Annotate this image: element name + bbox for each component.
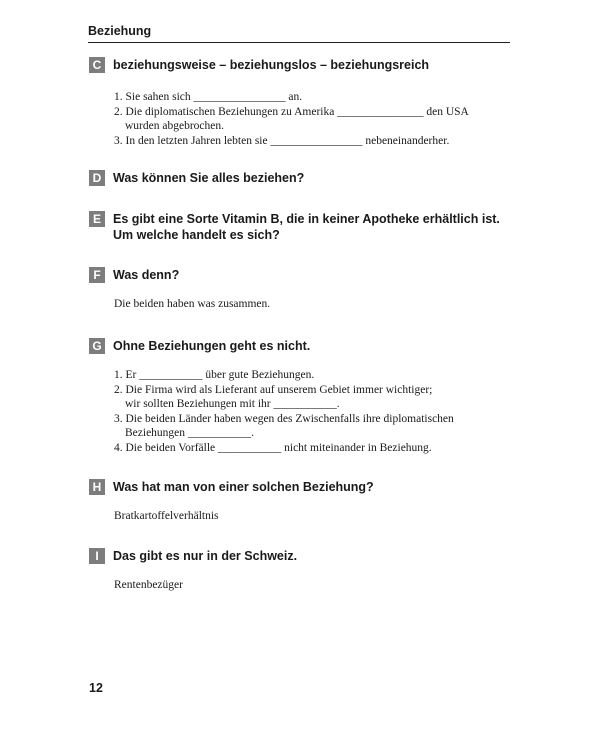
exercise-line: 1. Er ___________ über gute Beziehungen. (114, 369, 315, 381)
section-e-heading (89, 211, 519, 243)
section-d-heading (89, 170, 519, 186)
section-g (89, 338, 519, 456)
page-number: 12 (89, 681, 103, 695)
section-i-badge: I (89, 548, 105, 564)
section-g-heading (89, 338, 519, 354)
section-e-title-line: Es gibt eine Sorte Vitamin B, die in keiner Apotheke erhältlich ist. (113, 212, 500, 226)
exercise-line: 3. In den letzten Jahren lebten sie ________________ nebeneinanderher. (114, 134, 450, 147)
exercise-line: 4. Die beiden Vorfälle ___________ nicht miteinander in Beziehung. (114, 441, 432, 454)
section-d (89, 170, 519, 186)
section-i (89, 548, 519, 593)
section-c-heading (89, 57, 519, 73)
section-g-exercises (114, 368, 519, 456)
section-h (89, 479, 519, 524)
exercise-line: 2. Die Firma wird als Lieferant auf unserem Gebiet immer wichtiger; (114, 383, 433, 396)
section-i-heading (89, 548, 519, 564)
section-h-heading (89, 479, 519, 495)
section-h-badge: H (89, 479, 105, 495)
page-title: Beziehung (88, 24, 152, 38)
answer-text: Rentenbezüger (114, 579, 183, 591)
section-f-badge: F (89, 267, 105, 283)
section-g-badge: G (89, 338, 105, 354)
section-h-title: Was hat man von einer solchen Beziehung? (113, 480, 374, 494)
section-e-title-line: Um welche handelt es sich? (113, 228, 280, 242)
exercise-line: wir sollten Beziehungen mit ihr ___________. (125, 398, 340, 411)
section-g-title: Ohne Beziehungen geht es nicht. (113, 339, 311, 353)
exercise-line: 3. Die beiden Länder haben wegen des Zwischenfalls ihre diplomatischen (114, 412, 454, 425)
section-f (89, 267, 519, 312)
section-d-badge: D (89, 170, 105, 186)
section-f-title: Was denn? (113, 268, 180, 282)
answer-text: Die beiden haben was zusammen. (114, 298, 271, 310)
section-h-text (114, 509, 519, 524)
exercise-line: wurden abgebrochen. (125, 120, 224, 133)
exercise-line: 1. Sie sahen sich ________________ an. (114, 91, 303, 103)
section-i-text (114, 578, 519, 593)
section-e-badge: E (89, 211, 105, 227)
exercise-line: 2. Die diplomatischen Beziehungen zu Amerika _______________ den USA (114, 105, 469, 118)
answer-text: Bratkartoffelverhältnis (114, 510, 219, 522)
section-f-text (114, 297, 519, 312)
section-c-exercises (114, 90, 519, 148)
section-c (89, 57, 519, 148)
section-f-heading (89, 267, 519, 283)
section-d-title: Was können Sie alles beziehen? (113, 171, 305, 185)
section-c-title: beziehungsweise – beziehungslos – beziehungsreich (113, 58, 430, 72)
page-header (88, 22, 510, 43)
section-e-title (113, 211, 500, 243)
section-e (89, 211, 519, 243)
exercise-line: Beziehungen ___________. (125, 427, 255, 440)
section-i-title: Das gibt es nur in der Schweiz. (113, 549, 298, 563)
section-c-badge: C (89, 57, 105, 73)
